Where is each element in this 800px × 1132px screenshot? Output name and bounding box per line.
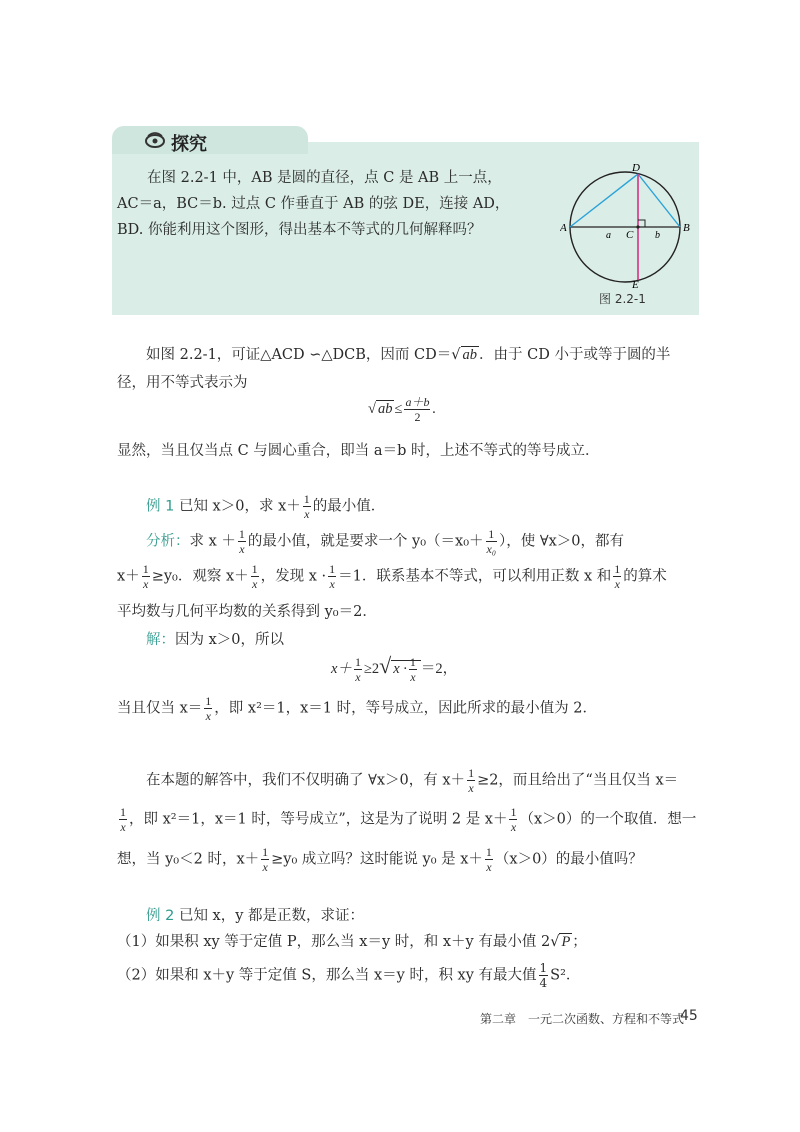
example-2-part-2: （2）如果和 x＋y 等于定值 S，那么当 x＝y 时，积 xy 有最大值 $\frac{1}{4}$ S²． [117,961,581,990]
explore-question-line-1: 在图 2.2-1 中，AB 是圆的直径，点 C 是 AB 上一点， [147,170,502,186]
explore-question-line-2: AC＝a，BC＝b. 过点 C 作垂直于 AB 的弦 DE，连接 AD， [117,196,510,212]
inequality-formula: √ ab ≤ $\frac{a+b}{2}$ . [368,395,437,424]
proof-line-1: 如图 2.2-1，可证△ACD ∽△DCB，因而 CD＝√ ab ．由于 CD 小于或等于圆的半 [146,347,671,363]
explore-header-tab [112,126,308,154]
analysis-line-1: 分析：求 x ＋ $\frac{1}{x}$ 的最小值，就是要求一个 y₀（＝x₀＋ $\frac{1}{\text{x₀}}$ ），使 ∀x＞0，都有 [146,527,625,556]
proof-line-3: 显然，当且仅当点 C 与圆心重合，即当 a＝b 时，上述不等式的等号成立． [117,443,600,459]
explore-question-line-3: BD. 你能利用这个图形，得出基本不等式的几何解释吗？ [117,222,482,238]
example-2-part-1: （1）如果积 xy 等于定值 P，那么当 x＝y 时，和 x＋y 有最小值 2√ P ； [117,934,587,950]
example-1-label: 例 1 [146,498,175,515]
label-d: D [632,162,640,174]
footer-chapter: 第二章 一元二次函数、方程和不等式 [480,1012,685,1026]
example-2-statement: 例 2 已知 x，y 都是正数，求证： [146,908,365,924]
proof-line-2: 径，用不等式表示为 [117,375,248,391]
solution-line-1: 解：因为 x＞0，所以 [146,632,285,648]
label-seg-b: b [655,230,660,241]
analysis-line-3: 平均数与几何平均数的关系得到 y₀＝2． [117,604,377,620]
remark-line-1: 在本题的解答中，我们不仅明确了 ∀x＞0，有 x＋ $\frac{1}{x}$ ≥2，而且给出了“当且仅当 x＝ [146,766,679,795]
explore-icon [145,132,165,148]
explore-title: 探究 [171,134,207,155]
remark-line-3: 想，当 y₀＜2 时，x＋ $\frac{1}{x}$ ≥y₀ 成立吗？这时能说 y₀ 是 x＋ $\frac{1}{x}$ （x＞0）的最小值吗？ [117,845,643,874]
analysis-line-2: x＋ $\frac{1}{x}$ ≥y₀．观察 x＋ $\frac{1}{x}$ ，发现 x · $\frac{1}{x}$ ＝1．联系基本不等式，可以利用正数 x 和 $\frac{1}{x}$ 的算术 [117,562,667,591]
remark-line-2: $\frac{1}{x}$ ，即 x²＝1，x＝1 时，等号成立”，这是为了说明 2 是 x＋ $\frac{1}{x}$ （x＞0）的一个取值．想一 [120,805,697,834]
page-number: 45 [680,1008,698,1024]
label-a: A [560,222,567,234]
solution-equation: x＋ $\frac{1}{x}$ ≥2√ x · $\frac{1}{x}$ ＝2， [331,653,458,685]
label-seg-a: a [606,230,611,241]
chord-ad [570,174,638,227]
label-c: C [626,229,634,241]
analysis-label: 分析： [146,533,190,550]
label-b: B [683,222,690,234]
example-1-statement: 例 1 已知 x＞0，求 x＋ $\frac{1}{x}$ 的最小值． [146,492,386,521]
label-e: E [632,279,639,290]
figure-2-2-1 [560,160,690,290]
solution-label: 解： [146,632,175,648]
example-2-label: 例 2 [146,908,175,924]
figure-caption: 图 2.2-1 [599,292,646,306]
solution-line-2: 当且仅当 x＝ $\frac{1}{x}$ ，即 x²＝1，x＝1 时，等号成立，因此所求的最小值为 2． [117,694,597,723]
